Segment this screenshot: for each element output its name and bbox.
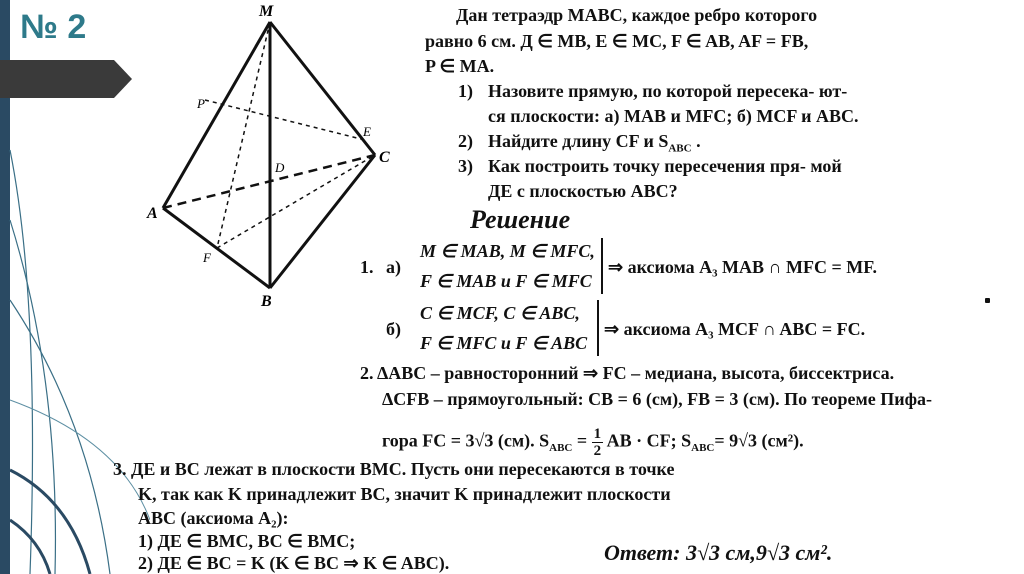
label-M: M — [259, 3, 274, 20]
solution-1b-label: б) — [386, 319, 401, 339]
solution-1b-result: ⇒ аксиома A₃ MCF ∩ ABC = FC. — [604, 319, 866, 339]
question-3-line-1: Как построить точку пересечения пря- мой — [488, 156, 842, 176]
solution-1b-bracket — [597, 300, 599, 356]
label-D: D — [275, 160, 285, 175]
solution-3-line-2: K, так как K принадлежит BC, значит K принадлежит плоскости — [138, 484, 671, 504]
label-P: P — [197, 96, 205, 111]
question-2: Найдите длину CF и $S_{ABC}$ . — [488, 131, 701, 155]
solution-1-number: 1. — [360, 257, 374, 277]
solution-3-line-4: 1) ДЕ ∈ BMC, BC ∈ BMC; — [138, 531, 356, 551]
solution-1b-line-1: C ∈ MCF, C ∈ ABC, — [420, 303, 580, 323]
solution-1a-line-1: M ∈ MAB, M ∈ MFC, — [420, 241, 595, 261]
problem-line-3: P ∈ MA. — [425, 56, 495, 76]
question-1-number: 1) — [458, 81, 473, 101]
solution-1b-line-2: F ∈ MFC и F ∈ ABC — [420, 333, 588, 353]
label-C: C — [379, 149, 390, 166]
question-3-line-2: ДЕ с плоскостью ABC? — [488, 181, 678, 201]
question-2-number: 2) — [458, 131, 473, 151]
solution-2-line-3: гора FC = 3√3 (см). $S_{ABC}$ = $\frac{1}{2}$ AB · CF; $S_{ABC}= 9√3$ (см²). — [382, 426, 804, 459]
solution-1a-label: а) — [386, 257, 401, 277]
solution-3-line-1: 3. ДЕ и BC лежат в плоскости BMC. Пусть они пересекаются в точке — [113, 459, 675, 479]
label-E: E — [363, 124, 371, 139]
question-1-line-2: ся плоскости: а) MAB и MFC; б) MCF и ABC. — [488, 106, 859, 126]
question-3-number: 3) — [458, 156, 473, 176]
tetrahedron-figure — [135, 0, 395, 320]
label-F: F — [203, 250, 211, 265]
slide-number: № 2 — [20, 8, 87, 46]
label-A: A — [147, 205, 158, 222]
solution-1a-bracket — [601, 238, 603, 294]
solution-3-line-3: ABC (аксиома A₂): — [138, 508, 289, 528]
solution-2-line-1: 2. ΔABC – равносторонний ⇒ FC – медиана, высота, биссектриса. — [360, 363, 895, 383]
solution-heading: Решение — [470, 205, 571, 234]
problem-line-1: Дан тетраэдр MABC, каждое ребро которого — [456, 5, 818, 25]
problem-line-2: равно 6 см. Д ∈ MB, E ∈ MC, F ∈ AB, AF = FB, — [425, 31, 809, 51]
label-B: B — [261, 293, 272, 310]
arrow-tab-shape — [0, 60, 132, 98]
solution-1a-result: ⇒ аксиома A₃ MAB ∩ MFC = MF. — [608, 257, 878, 277]
stray-mark — [985, 298, 990, 303]
solution-3-line-5: 2) ДЕ ∈ BC = K (K ∈ BC ⇒ K ∈ ABC). — [138, 553, 450, 573]
solution-2-line-2: ΔCFB – прямоугольный: CB = 6 (см), FB = 3 (см). По теореме Пифа- — [382, 389, 933, 409]
fraction-one-half: $\frac{1}{2}$ — [593, 426, 602, 459]
solution-1a-line-2: F ∈ MAB и F ∈ MFC — [420, 271, 592, 291]
answer-text: Ответ: 3√3 см,9√3 см². — [604, 540, 833, 565]
question-1-line-1: Назовите прямую, по которой пересека- ют- — [488, 81, 848, 101]
